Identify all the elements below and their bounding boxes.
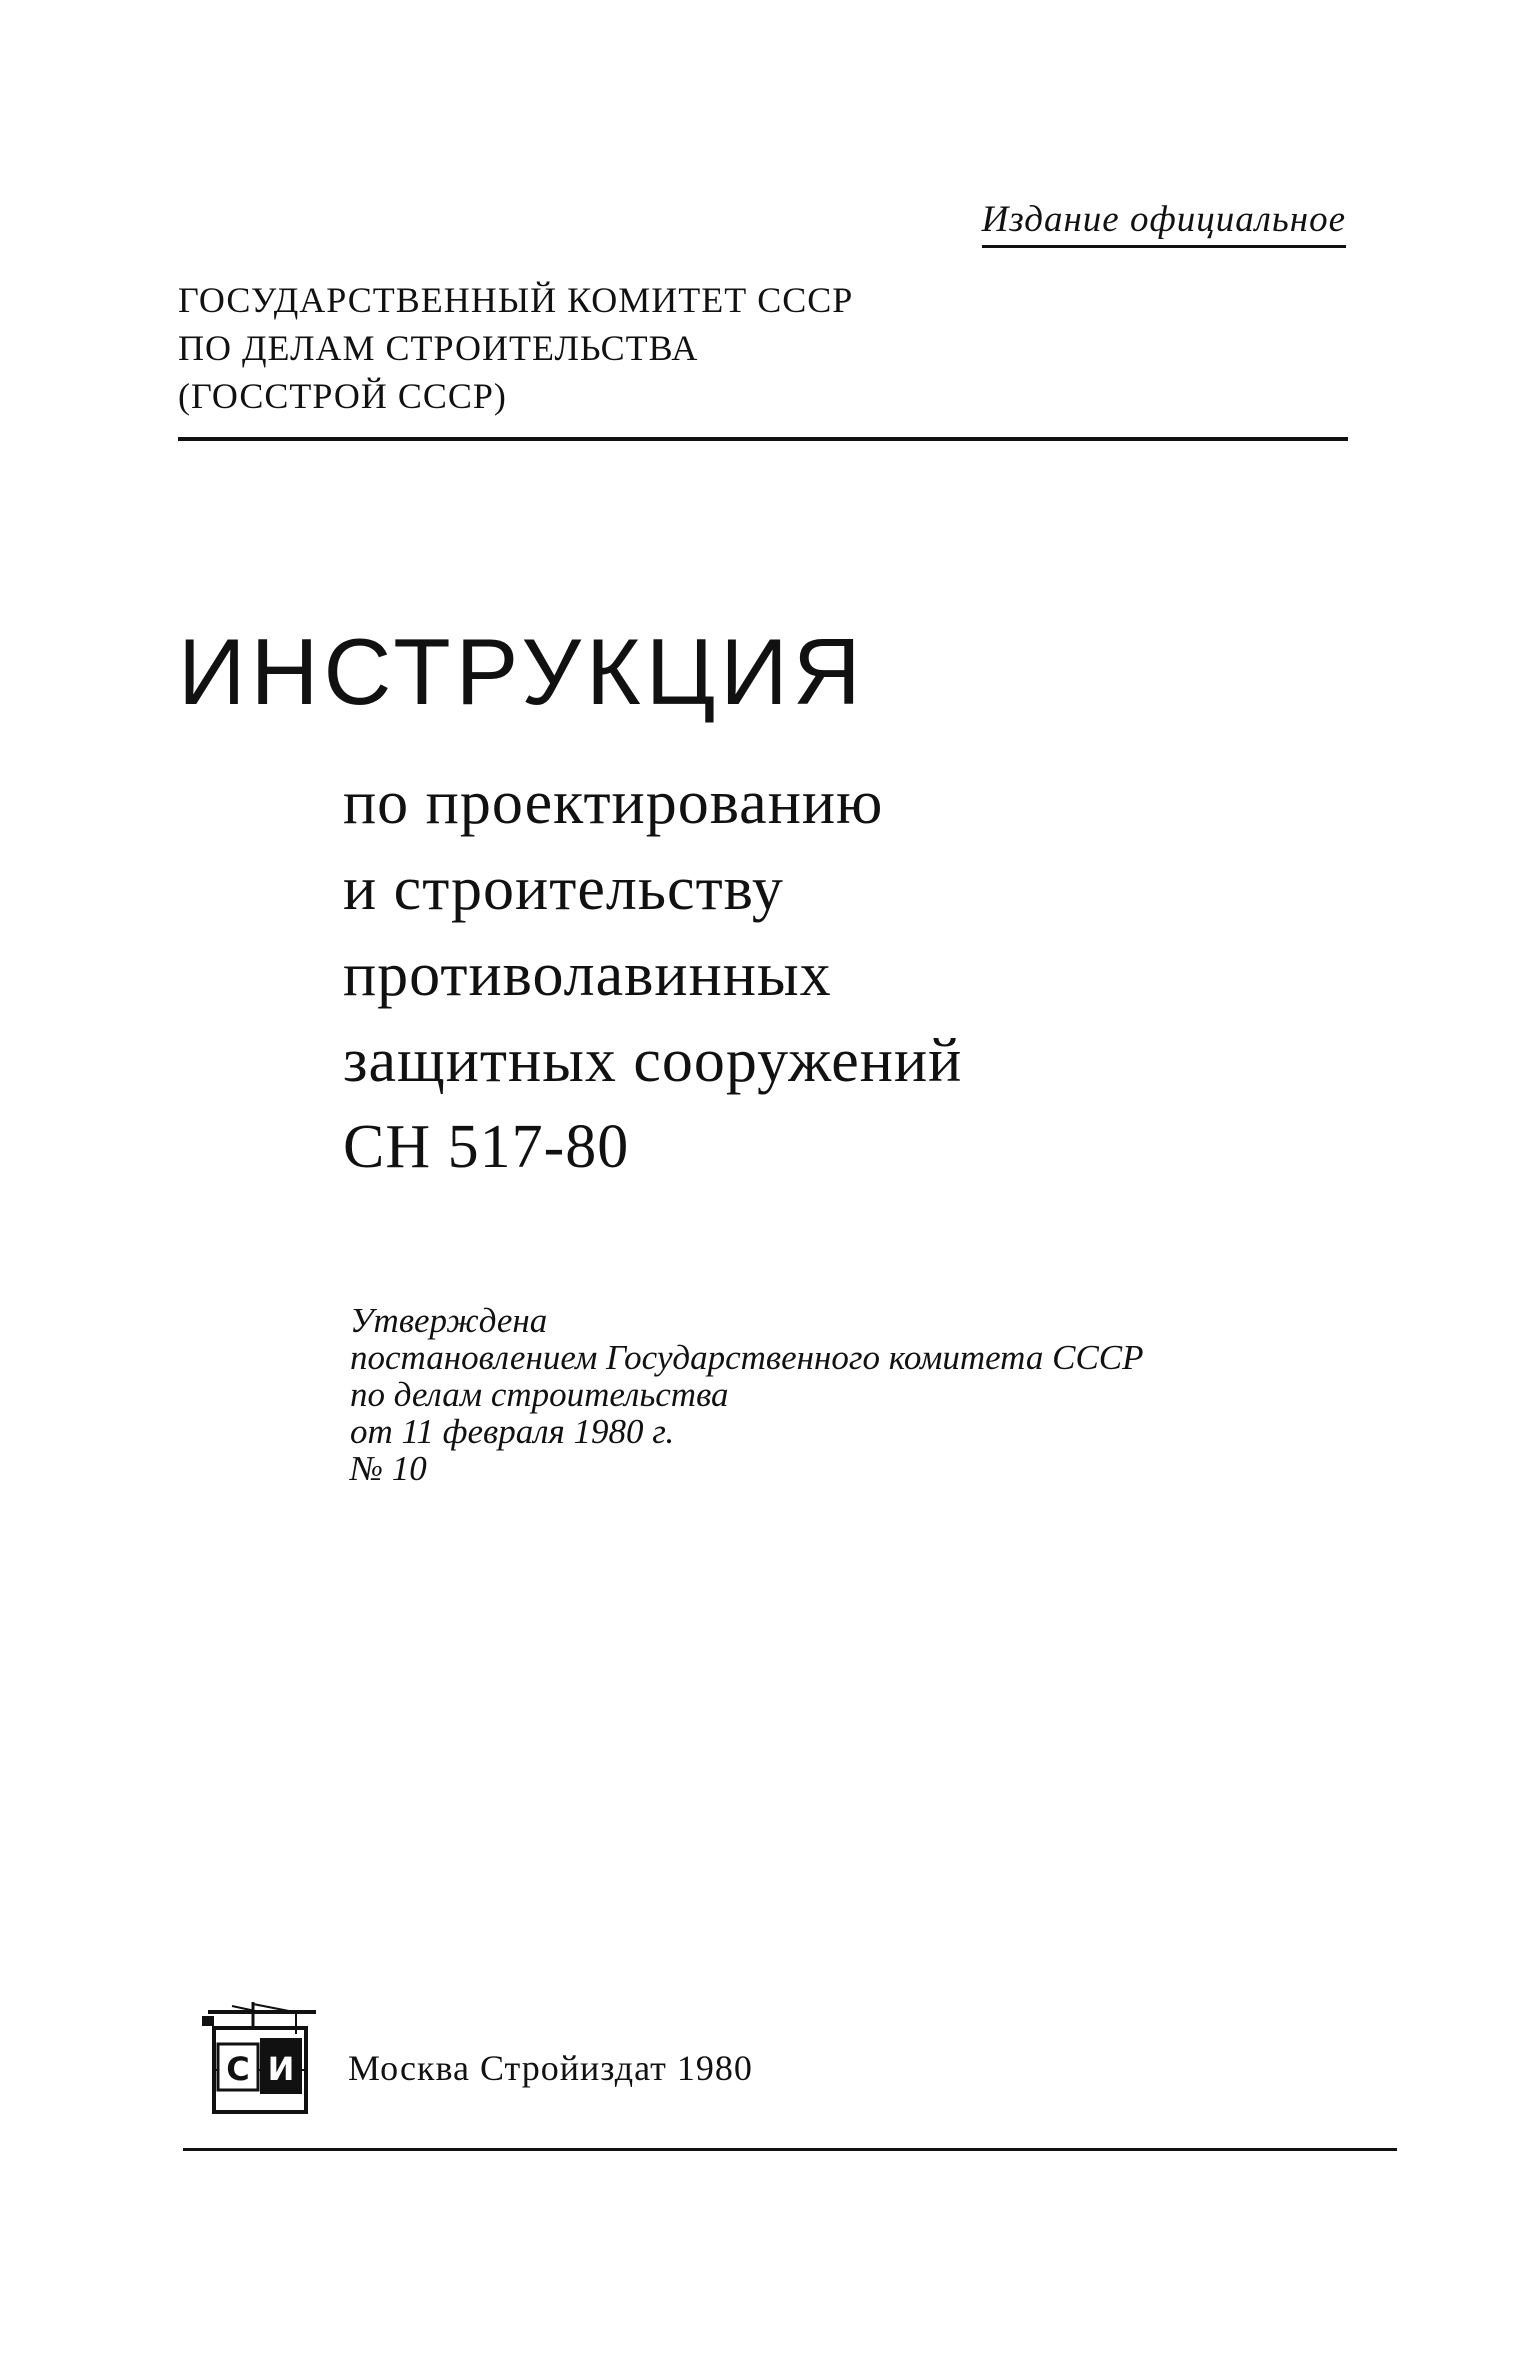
approval-block	[350, 1302, 1144, 1487]
document-title: ИНСТРУКЦИЯ	[178, 619, 866, 724]
approval-line-1: Утверждена	[350, 1301, 548, 1340]
logo-letter-right: И	[267, 2050, 295, 2088]
organization-line-1: ГОСУДАРСТВЕННЫЙ КОМИТЕТ СССР	[178, 280, 854, 320]
publisher-imprint: Москва Стройиздат 1980	[348, 2048, 753, 2088]
document-subtitle	[343, 760, 962, 1190]
bottom-divider	[183, 2148, 1397, 2151]
top-divider	[178, 437, 1348, 441]
organization-line-3: (ГОССТРОЙ СССР)	[178, 376, 507, 416]
subtitle-line-3: противолавинных	[343, 941, 832, 1009]
subtitle-line-2: и строительству	[343, 855, 784, 923]
subtitle-line-4: защитных сооружений	[343, 1027, 963, 1095]
document-code: СН 517-80	[343, 1113, 630, 1181]
approval-line-4: от 11 февраля 1980 г.	[350, 1412, 675, 1451]
approval-line-3: по делам строительства	[350, 1375, 729, 1414]
approval-line-5: № 10	[350, 1449, 427, 1488]
edition-note: Издание официальное	[982, 198, 1346, 248]
subtitle-line-1: по проектированию	[343, 769, 884, 837]
organization-line-2: ПО ДЕЛАМ СТРОИТЕЛЬСТВА	[178, 328, 699, 368]
logo-letter-left: С	[226, 2050, 250, 2088]
publisher-logo-icon	[198, 1998, 322, 2116]
organization-block	[178, 276, 853, 420]
approval-line-2: постановлением Государственного комитета СССР	[350, 1338, 1144, 1377]
